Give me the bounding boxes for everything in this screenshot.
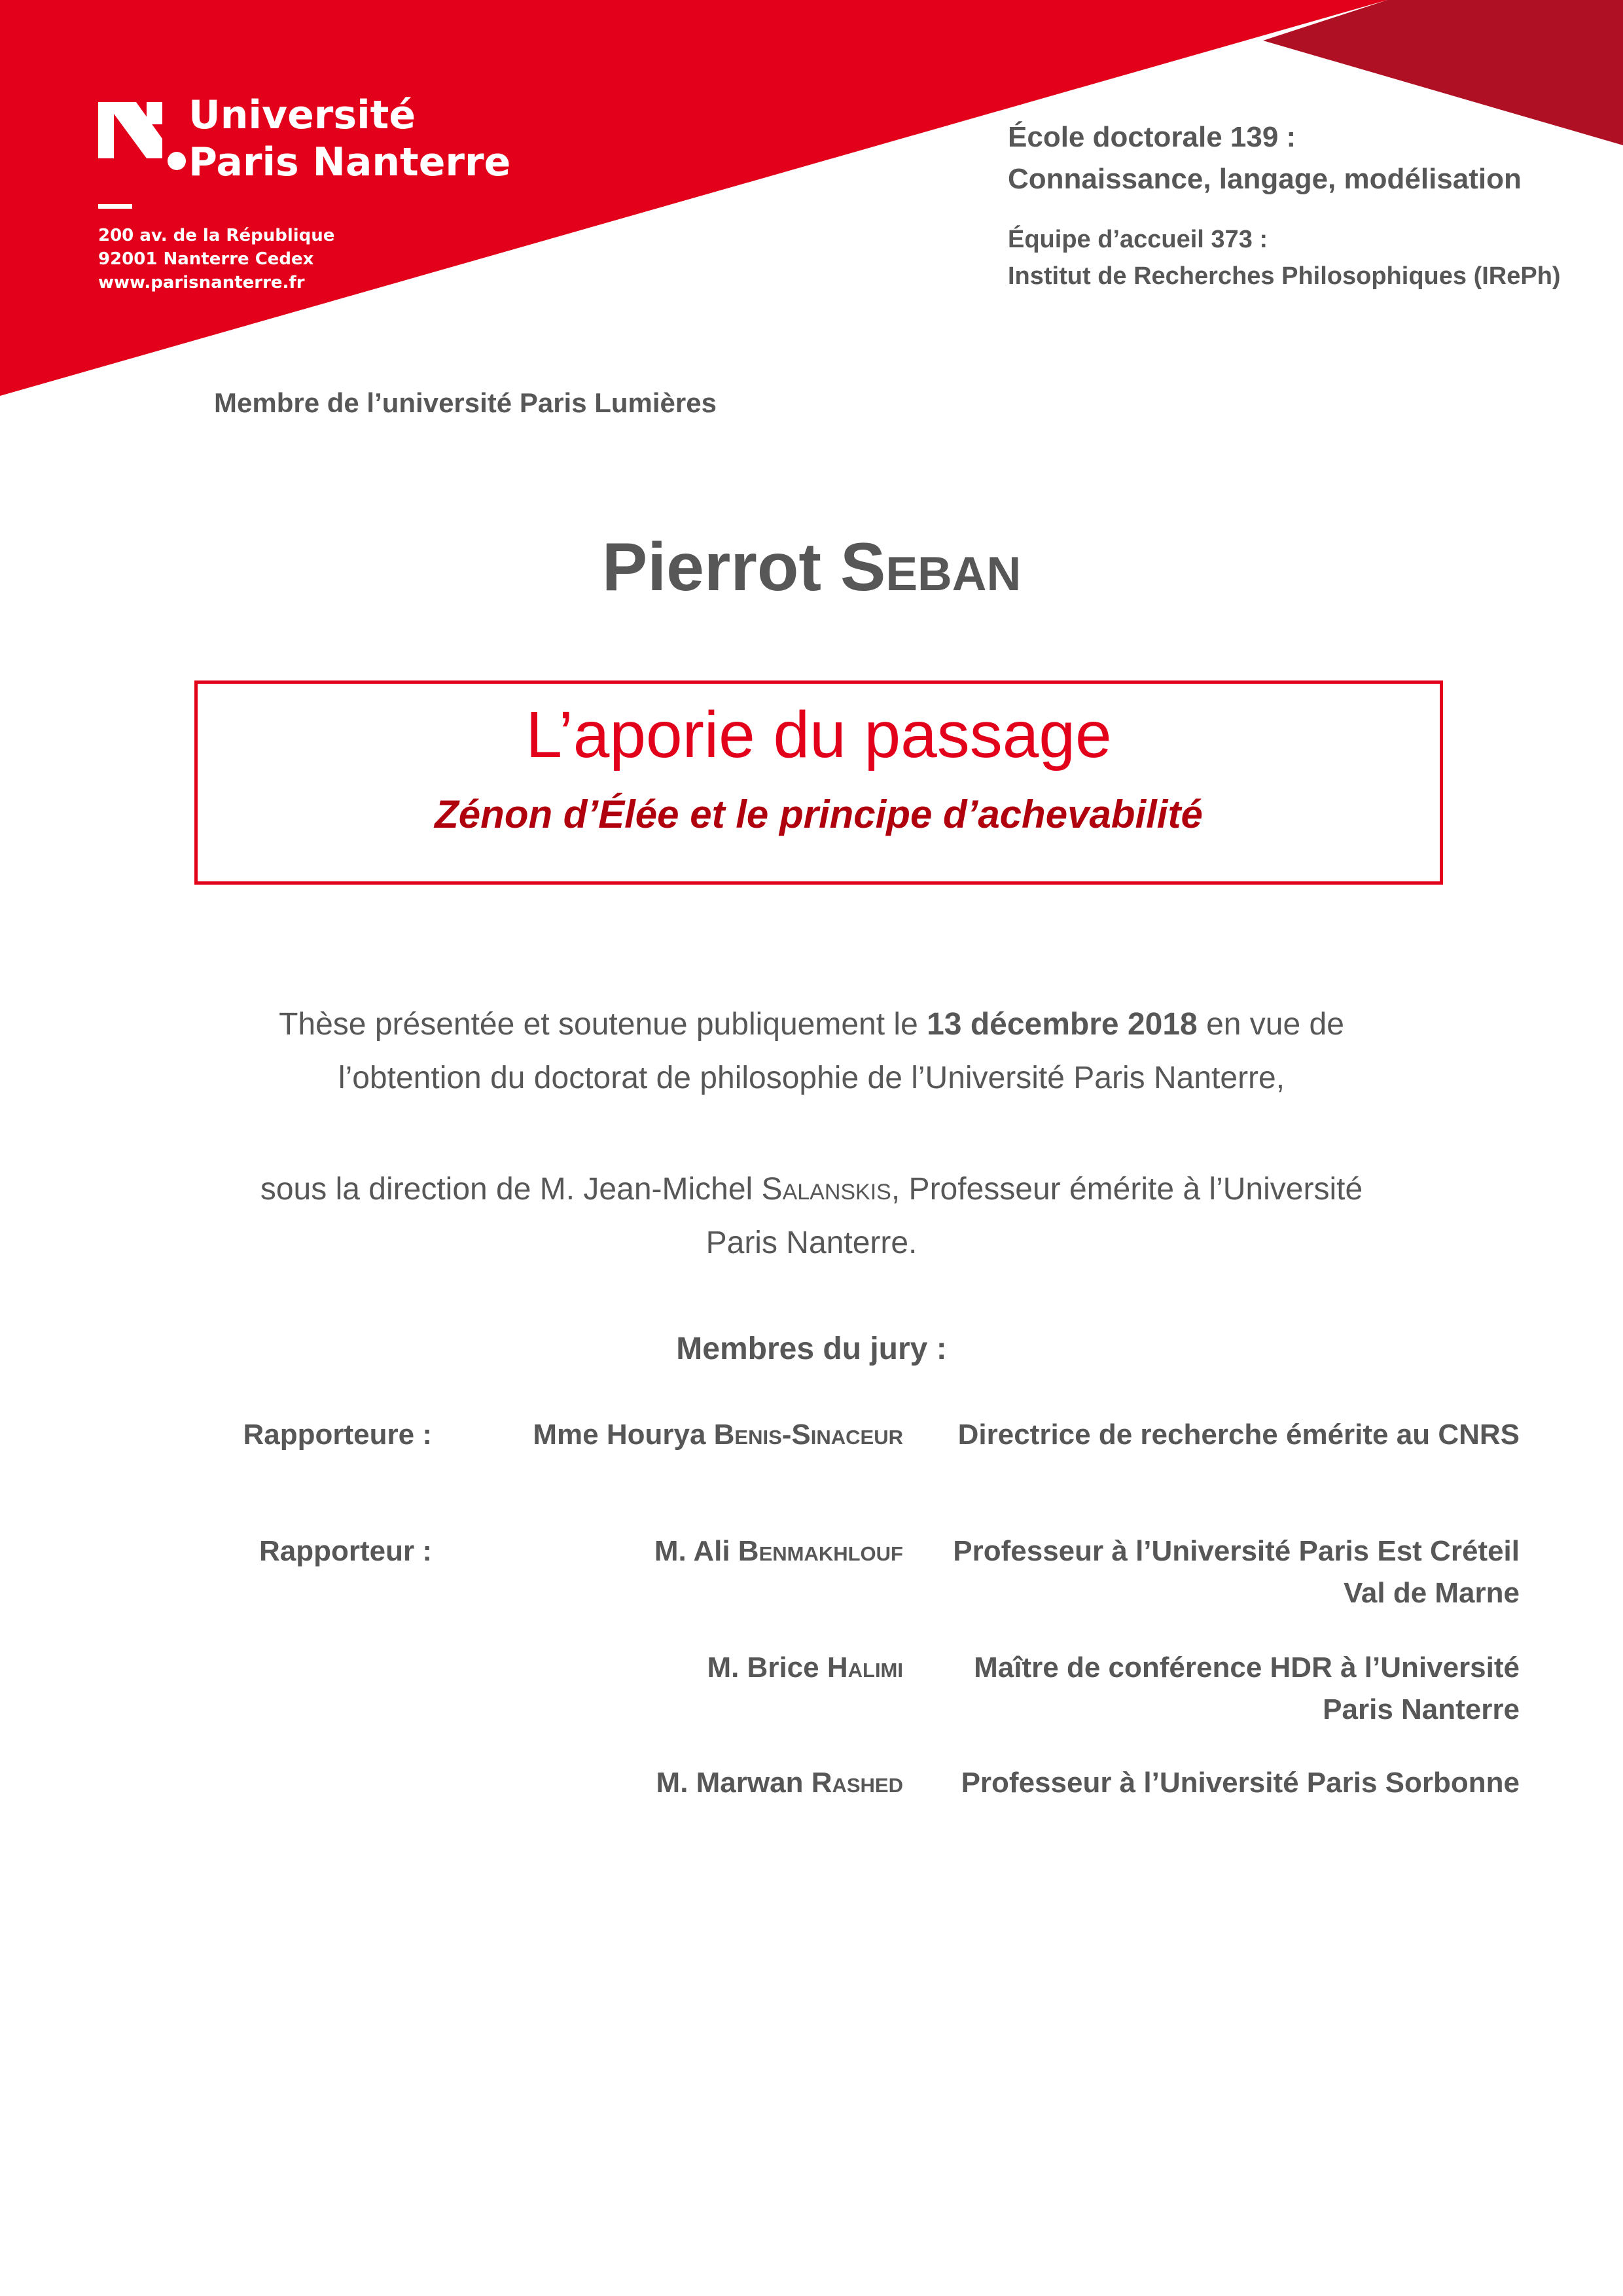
membership-text: Membre de l’université Paris Lumières: [214, 387, 717, 418]
jury-member-prefix: M. Marwan: [656, 1767, 812, 1799]
logo-name-line2: Paris Nanterre: [188, 139, 511, 185]
author-name: [0, 529, 1623, 607]
author-last-name: Seban: [840, 529, 1022, 605]
defense-line1-start: Thèse présentée et soutenue publiquement le: [279, 1007, 927, 1042]
jury-member-name: [458, 1651, 903, 1684]
logo-name-line1: Université: [188, 92, 416, 138]
thesis-subtitle: Zénon d’Élée et le principe d’achevabilité: [435, 792, 1203, 836]
jury-position: Maître de conférence HDR à l’Université: [974, 1651, 1520, 1684]
jury-heading: Membres du jury :: [676, 1332, 947, 1366]
jury-member-surname: Benmakhlouf: [738, 1535, 903, 1567]
doctoral-school-name: Connaissance, langage, modélisation: [1008, 163, 1522, 195]
author-first-name: Pierrot: [601, 529, 822, 605]
direction-start: sous la direction de M. Jean-Michel: [260, 1172, 762, 1207]
logo-address-line1: 200 av. de la République: [98, 226, 335, 245]
jury-position: Directrice de recherche émérite au CNRS: [957, 1419, 1520, 1451]
doctoral-school-number: École doctorale 139 :: [1008, 121, 1296, 153]
logo-dot-icon: [168, 152, 186, 170]
thesis-title-box: [194, 680, 1443, 885]
research-team-name: Institut de Recherches Philosophiques (IRePh): [1008, 262, 1561, 290]
jury-member-prefix: Mme Hourya: [533, 1419, 714, 1451]
jury-member-name: [458, 1767, 903, 1799]
banner-dark-shape: [1263, 0, 1623, 145]
jury-position-line2: Paris Nanterre: [1323, 1693, 1520, 1725]
defense-line1-end: en vue de: [1197, 1007, 1344, 1042]
jury-position: Professeur à l’Université Paris Est Créteil: [953, 1535, 1520, 1567]
direction-line2: Paris Nanterre.: [705, 1226, 918, 1260]
thesis-title: L’aporie du passage: [526, 698, 1112, 771]
logo-address-line2: 92001 Nanterre Cedex: [98, 249, 314, 269]
logo-website: www.parisnanterre.fr: [98, 273, 305, 292]
jury-position: Professeur à l’Université Paris Sorbonne: [961, 1767, 1520, 1799]
jury-member-name: [458, 1535, 903, 1568]
research-team-number: Équipe d’accueil 373 :: [1008, 226, 1268, 253]
university-logo-icon: [97, 98, 175, 164]
jury-member-surname: Benis-Sinaceur: [713, 1419, 903, 1451]
header-banner: [0, 0, 1623, 419]
logo-divider: [98, 204, 132, 209]
jury-role: Rapporteure :: [243, 1419, 432, 1451]
jury-member-surname: Rashed: [811, 1767, 903, 1799]
jury-member-prefix: M. Brice: [707, 1651, 827, 1684]
defense-line1: [0, 1006, 1623, 1042]
director-surname: Salanskis: [761, 1172, 891, 1207]
jury-member-surname: Halimi: [827, 1651, 903, 1684]
defense-line2: l’obtention du doctorat de philosophie de l’Université Paris Nanterre,: [338, 1061, 1285, 1095]
jury-position-line2: Val de Marne: [1343, 1577, 1520, 1609]
defense-date: 13 décembre 2018: [927, 1007, 1198, 1042]
jury-member-name: [458, 1419, 903, 1451]
jury-member-prefix: M. Ali: [654, 1535, 738, 1567]
jury-role: Rapporteur :: [259, 1535, 432, 1567]
direction-line1: [0, 1171, 1623, 1207]
direction-end: , Professeur émérite à l’Université: [891, 1172, 1363, 1207]
